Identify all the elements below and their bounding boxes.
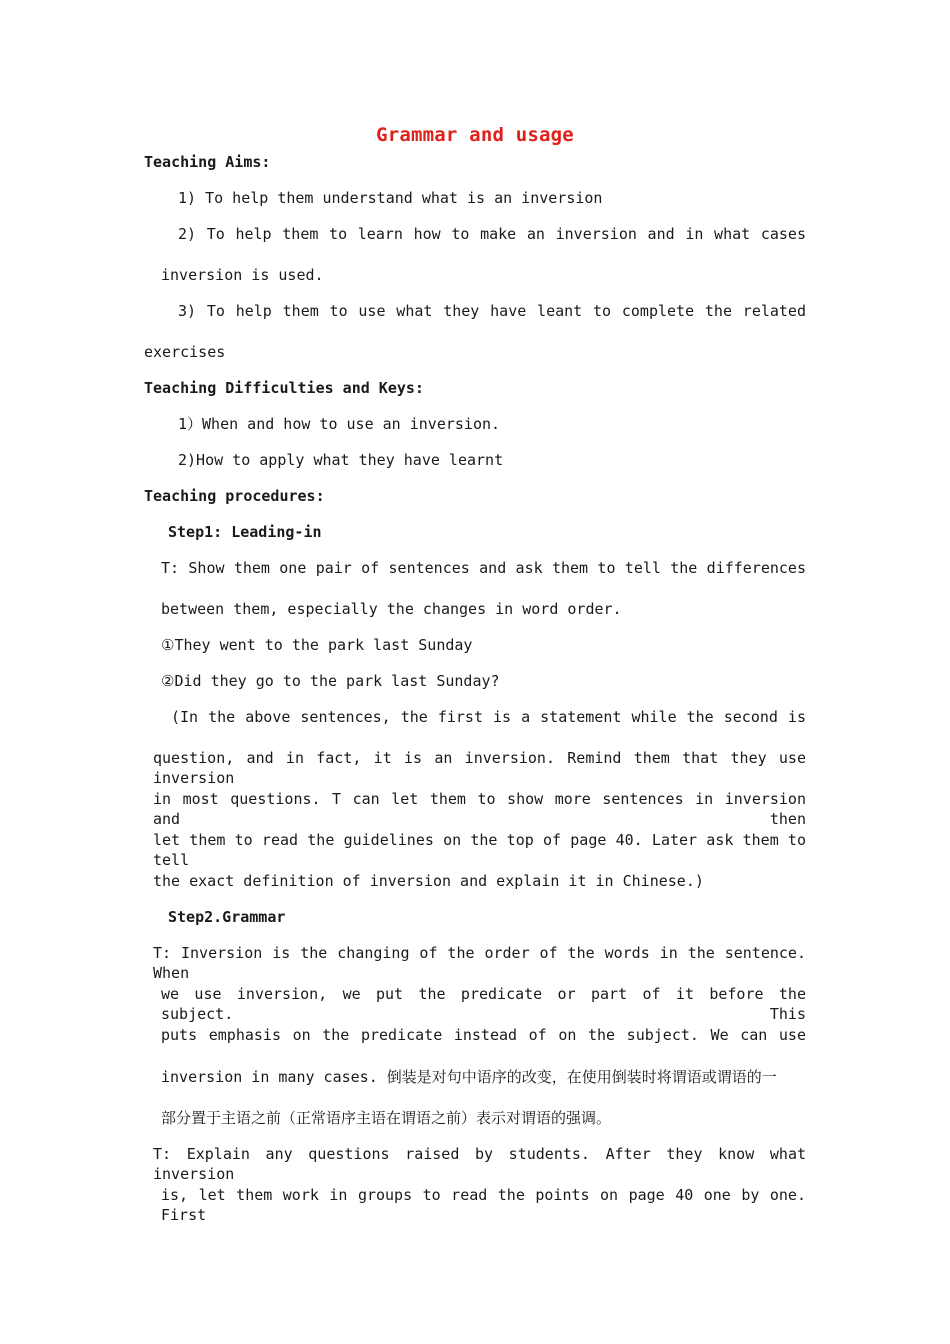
step1-teacher-line-1: T: Show them one pair of sentences and ask them to tell the differences bbox=[161, 559, 806, 577]
step1-note-line-1: (In the above sentences, the first is a statement while the second is bbox=[171, 708, 806, 726]
document-title: Grammar and usage bbox=[376, 124, 574, 146]
step2-explain-line-1: T: Explain any questions raised by students. After they know what inversion bbox=[153, 1145, 806, 1183]
step2-explain-line-2: is, let them work in groups to read the points on page 40 one by one. First bbox=[161, 1186, 806, 1224]
step2-grammar-line-1: T: Inversion is the changing of the order of the words in the sentence. When bbox=[153, 944, 806, 982]
procedures-heading: Teaching procedures: bbox=[144, 487, 325, 505]
step1-teacher-line-2: between them, especially the changes in word order. bbox=[161, 600, 622, 618]
difficulty-item-1: 1）When and how to use an inversion. bbox=[178, 415, 501, 433]
example-sentence-2: ②Did they go to the park last Sunday? bbox=[161, 672, 500, 690]
step2-grammar-line-4-english: inversion in many cases. bbox=[161, 1068, 387, 1086]
aim-item-1: 1) To help them understand what is an inversion bbox=[178, 189, 603, 207]
step1-note-line-3: in most questions. T can let them to show more sentences in inversion and then bbox=[153, 790, 806, 828]
step2-grammar-line-2: we use inversion, we put the predicate or part of it before the subject. This bbox=[161, 985, 806, 1023]
difficulties-heading: Teaching Difficulties and Keys: bbox=[144, 379, 424, 397]
aim-item-2-cont: inversion is used. bbox=[161, 266, 324, 284]
aim-item-3: 3) To help them to use what they have leant to complete the related bbox=[178, 302, 806, 320]
step2-grammar-line-4 bbox=[161, 1067, 777, 1087]
step1-note-line-5: the exact definition of inversion and explain it in Chinese.) bbox=[153, 872, 704, 890]
step2-grammar-line-5-chinese: 部分置于主语之前（正常语序主语在谓语之前）表示对谓语的强调。 bbox=[161, 1109, 612, 1127]
step1-heading: Step1: Leading-in bbox=[168, 523, 322, 541]
aim-item-2: 2) To help them to learn how to make an inversion and in what cases bbox=[178, 225, 806, 243]
step1-note-line-2: question, and in fact, it is an inversion. Remind them that they use inversion bbox=[153, 749, 806, 787]
aim-item-3-cont: exercises bbox=[144, 343, 226, 361]
step1-note-line-4: let them to read the guidelines on the top of page 40. Later ask them to tell bbox=[153, 831, 806, 869]
step2-grammar-line-4-chinese: 倒装是对句中语序的改变，在使用倒装时将谓语或谓语的一 bbox=[386, 1068, 777, 1086]
teaching-aims-heading: Teaching Aims: bbox=[144, 153, 271, 171]
step2-heading: Step2.Grammar bbox=[168, 908, 286, 926]
example-sentence-1: ①They went to the park last Sunday bbox=[161, 636, 473, 654]
difficulty-item-2: 2)How to apply what they have learnt bbox=[178, 451, 504, 469]
step2-grammar-line-3: puts emphasis on the predicate instead of on the subject. We can use bbox=[161, 1026, 806, 1044]
